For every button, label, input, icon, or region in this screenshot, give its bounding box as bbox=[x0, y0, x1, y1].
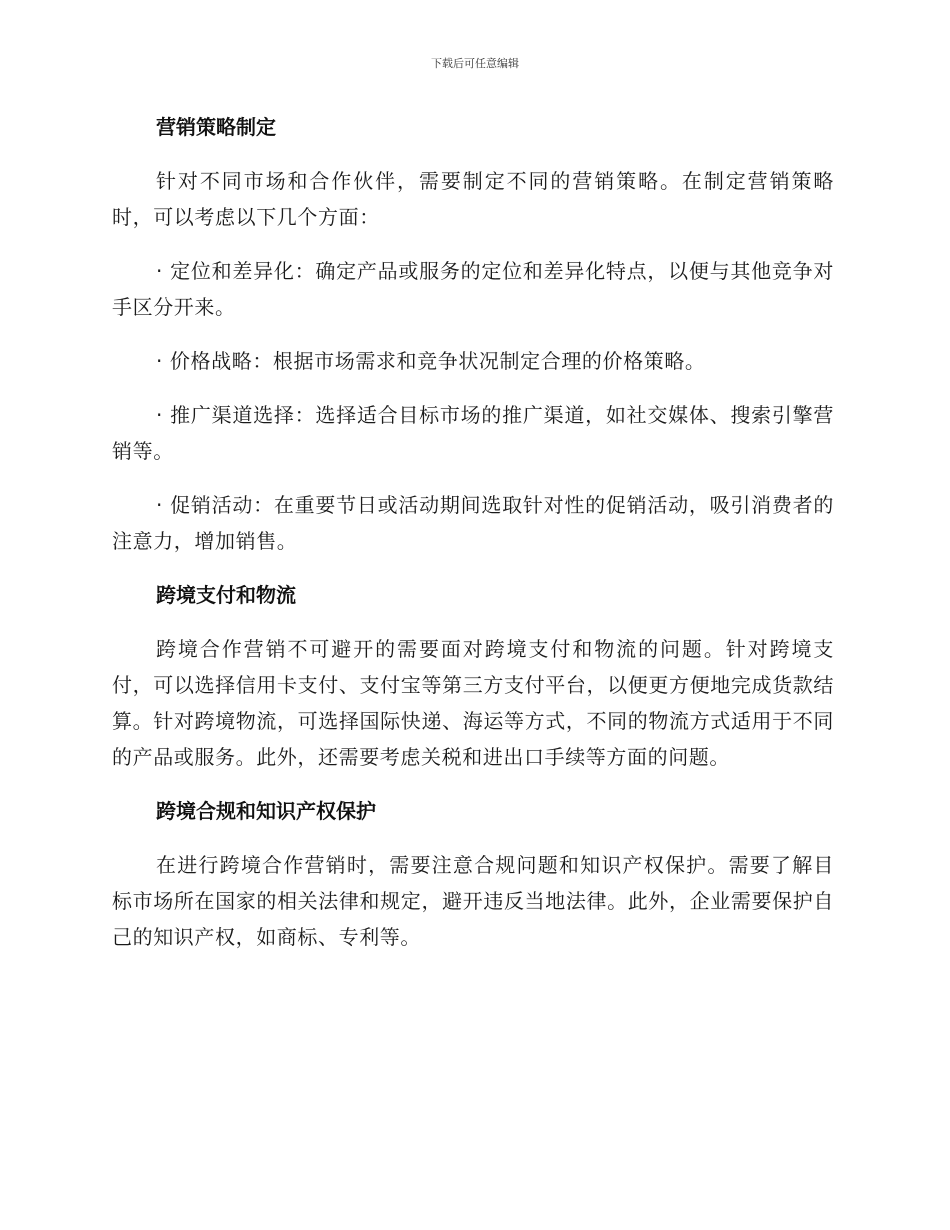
section-heading-compliance-ip: 跨境合规和知识产权保护 bbox=[156, 799, 376, 823]
paragraph: 针对不同市场和合作伙伴，需要制定不同的营销策略。在制定营销策略时，可以考虑以下几个方面： bbox=[112, 169, 834, 229]
paragraph: 跨境合作营销不可避开的需要面对跨境支付和物流的问题。针对跨境支付，可以选择信用卡支付、支付宝等第三方支付平台，以便更方便地完成货款结算。针对跨境物流，可选择国际快递、海运等方式，不同的物流方式适用于不同的产品或服务。此外，还需要考虑关税和进出口手续等方面的问题。 bbox=[112, 637, 834, 769]
bullet-item-positioning: · 定位和差异化：确定产品或服务的定位和差异化特点，以便与其他竞争对手区分开来。 bbox=[112, 259, 834, 319]
paragraph: 在进行跨境合作营销时，需要注意合规问题和知识产权保护。需要了解目标市场所在国家的相关法律和规定，避开违反当地法律。此外，企业需要保护自己的知识产权，如商标、专利等。 bbox=[112, 853, 834, 949]
section-heading-payment-logistics: 跨境支付和物流 bbox=[156, 583, 296, 607]
bullet-item-promotions: · 促销活动：在重要节日或活动期间选取针对性的促销活动，吸引消费者的注意力，增加销售。 bbox=[112, 493, 834, 553]
header-note: 下载后可任意编辑 bbox=[431, 57, 519, 70]
document-body bbox=[112, 109, 834, 973]
bullet-item-channels: · 推广渠道选择：选择适合目标市场的推广渠道，如社交媒体、搜索引擎营销等。 bbox=[112, 403, 834, 463]
section-heading-marketing-strategy: 营销策略制定 bbox=[156, 115, 276, 139]
bullet-item-pricing: · 价格战略：根据市场需求和竞争状况制定合理的价格策略。 bbox=[156, 349, 706, 373]
